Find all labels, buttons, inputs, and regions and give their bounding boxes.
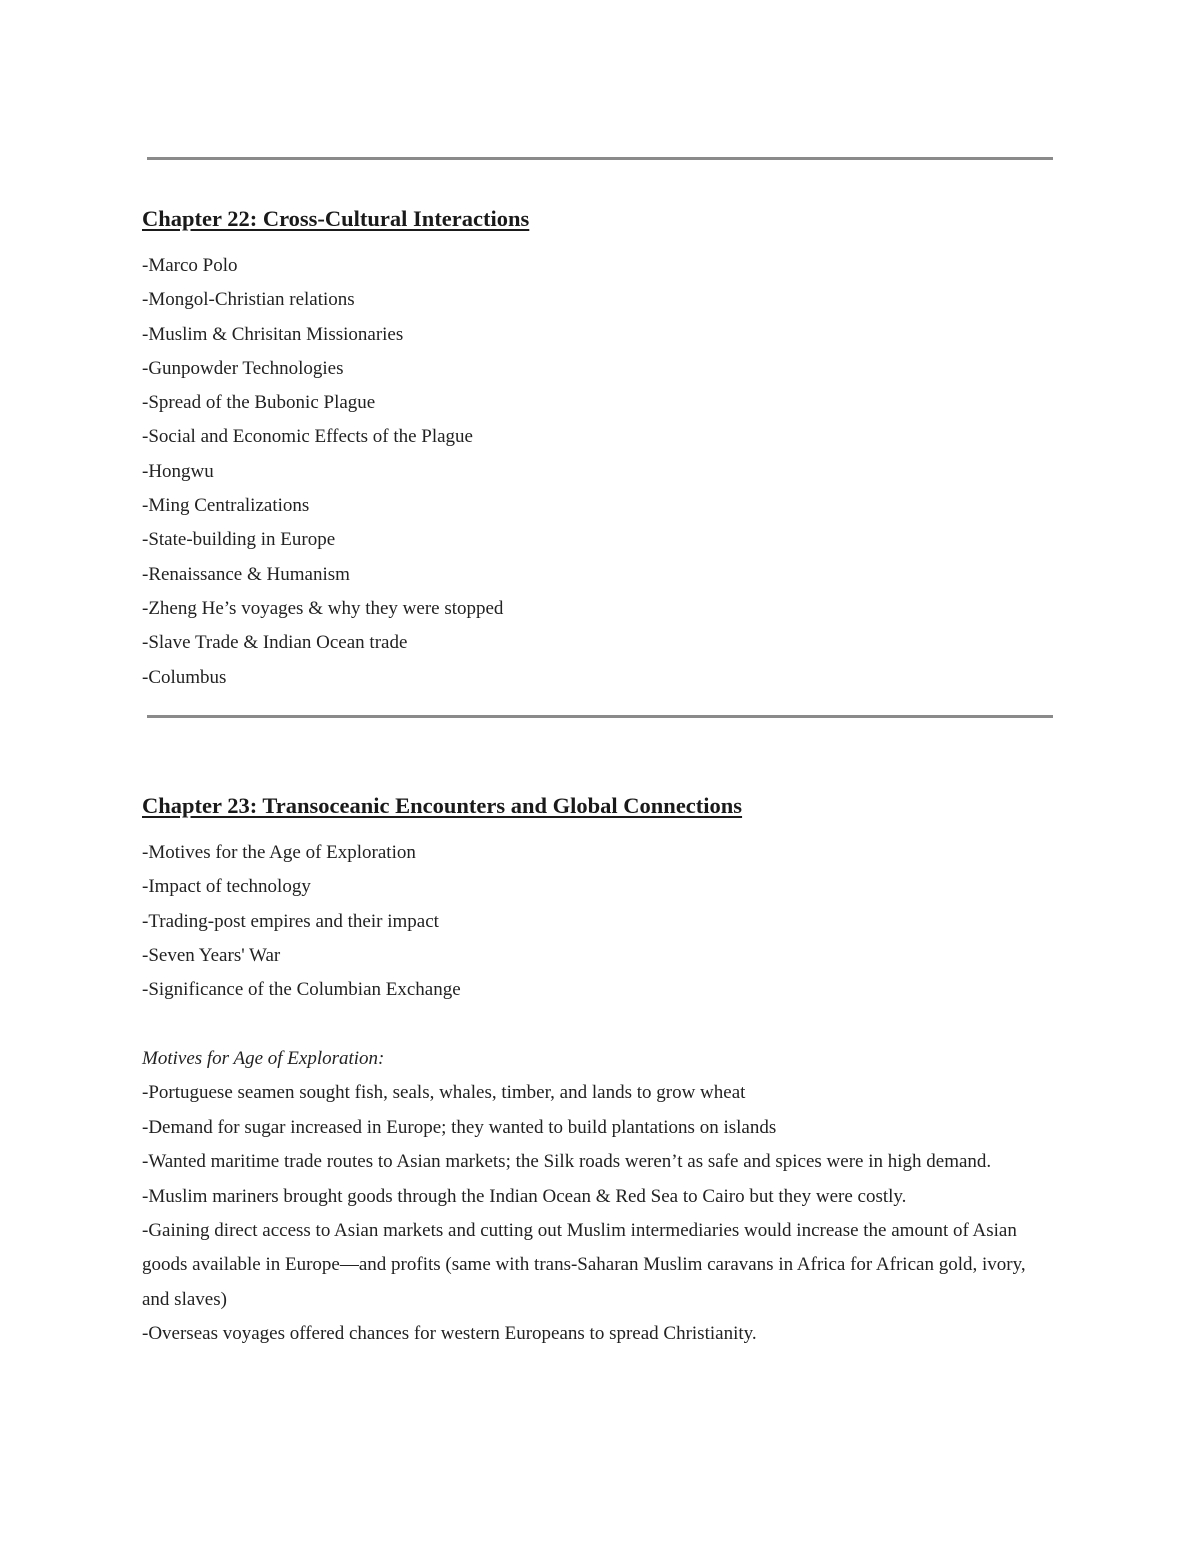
- list-item: -Hongwu: [142, 460, 214, 482]
- horizontal-rule-top: [147, 157, 1053, 160]
- list-item: -Zheng He’s voyages & why they were stopped: [142, 597, 504, 619]
- note-paragraph: -Demand for sugar increased in Europe; they wanted to build plantations on islands: [142, 1116, 777, 1138]
- list-item: -Muslim & Chrisitan Missionaries: [142, 323, 404, 345]
- note-paragraph: -Wanted maritime trade routes to Asian markets; the Silk roads weren’t as safe and spices were in high demand.: [142, 1151, 992, 1173]
- note-paragraph: -Muslim mariners brought goods through the Indian Ocean & Red Sea to Cairo but they were costly.: [142, 1185, 907, 1207]
- list-item: -Significance of the Columbian Exchange: [142, 979, 461, 1001]
- chapter-23-heading: Chapter 23: Transoceanic Encounters and Global Connections: [142, 793, 743, 818]
- chapter-22-topic-list: [142, 249, 503, 695]
- note-paragraph: -Gaining direct access to Asian markets and cutting out Muslim intermediaries would increase the amount of Asian goods available in Europe—and profits (same with trans-Saharan Muslim caravans in Africa for African gold, ivory, and slaves): [142, 1220, 1026, 1310]
- list-item: -Spread of the Bubonic Plague: [142, 392, 376, 414]
- list-item: -Renaissance & Humanism: [142, 563, 350, 585]
- list-item: -Marco Polo: [142, 255, 238, 276]
- notes-subheading: Motives for Age of Exploration:: [142, 1048, 385, 1069]
- list-item: -Ming Centralizations: [142, 495, 310, 517]
- list-item: -Trading-post empires and their impact: [142, 910, 439, 932]
- list-item: -State-building in Europe: [142, 529, 336, 551]
- list-item: -Impact of technology: [142, 876, 311, 898]
- list-item: -Motives for the Age of Exploration: [142, 842, 416, 863]
- chapter-22-heading: Chapter 22: Cross-Cultural Interactions: [142, 206, 530, 231]
- note-paragraph: -Portuguese seamen sought fish, seals, whales, timber, and lands to grow wheat: [142, 1082, 746, 1104]
- list-item: -Social and Economic Effects of the Plague: [142, 426, 473, 448]
- list-item: -Seven Years' War: [142, 944, 281, 966]
- list-item: -Mongol-Christian relations: [142, 289, 355, 311]
- horizontal-rule-middle: [147, 715, 1053, 718]
- chapter-23-topic-list: [142, 836, 461, 1007]
- exploration-motives-notes: [142, 1042, 1047, 1352]
- list-item: -Gunpowder Technologies: [142, 357, 344, 379]
- note-paragraph: -Overseas voyages offered chances for western Europeans to spread Christianity.: [142, 1323, 757, 1345]
- list-item: -Slave Trade & Indian Ocean trade: [142, 632, 408, 654]
- list-item: -Columbus: [142, 666, 227, 688]
